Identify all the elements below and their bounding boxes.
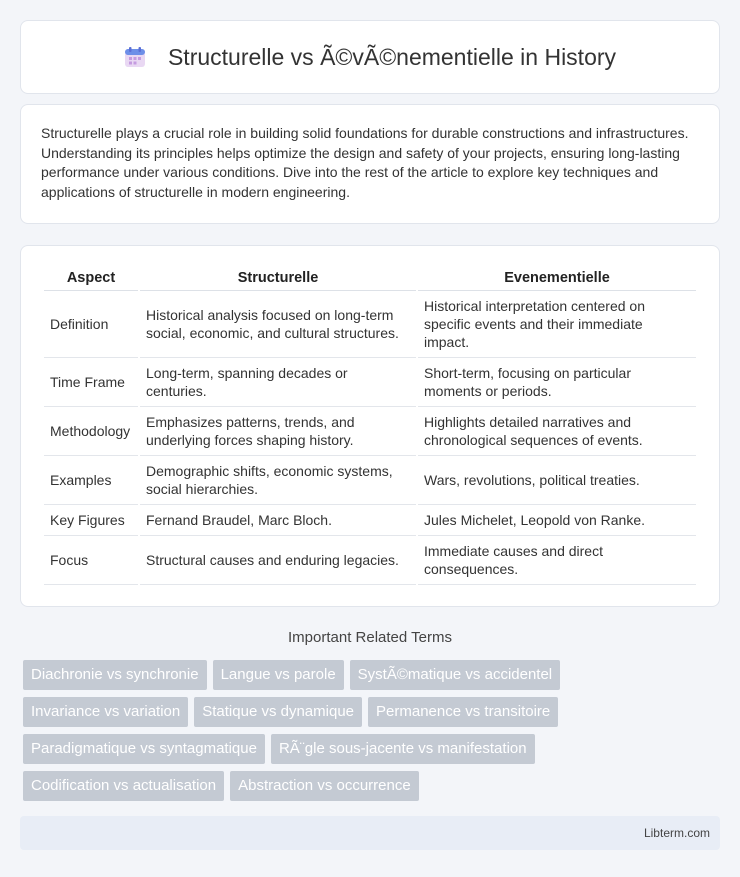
page-title: Structurelle vs Ã©vÃ©nementielle in History [167,43,617,70]
calendar-icon [124,46,146,68]
related-term-tag[interactable]: Statique vs dynamique [194,697,362,727]
comparison-table [42,264,698,585]
row-evenementielle: Historical interpretation centered on specific events and their immediate impact. [418,291,696,358]
related-term-tag[interactable]: Diachronie vs synchronie [23,660,207,690]
related-term-tag[interactable]: SystÃ©matique vs accidentel [350,660,560,690]
row-aspect: Definition [44,291,138,358]
row-structurelle: Long-term, spanning decades or centuries. [140,358,416,407]
row-structurelle: Emphasizes patterns, trends, and underlying forces shaping history. [140,407,416,456]
row-aspect: Focus [44,536,138,585]
row-evenementielle: Wars, revolutions, political treaties. [418,456,696,505]
related-term-tag[interactable]: Codification vs actualisation [23,771,224,801]
related-term-tag[interactable]: Paradigmatique vs syntagmatique [23,734,265,764]
header-evenementielle: Evenementielle [418,264,696,291]
table-row [44,358,696,407]
comparison-table-card [20,245,720,607]
related-terms-title: Important Related Terms [288,629,452,646]
table-row [44,536,696,585]
row-structurelle: Demographic shifts, economic systems, social hierarchies. [140,456,416,505]
header-aspect: Aspect [44,264,138,291]
footer-site-link[interactable]: Libterm.com [643,826,710,840]
table-header-row [44,264,696,291]
table-row [44,456,696,505]
row-evenementielle: Jules Michelet, Leopold von Ranke. [418,505,696,536]
related-term-tag[interactable]: Langue vs parole [213,660,344,690]
row-structurelle: Structural causes and enduring legacies. [140,536,416,585]
row-structurelle: Fernand Braudel, Marc Bloch. [140,505,416,536]
footer [20,816,720,850]
row-aspect: Key Figures [44,505,138,536]
related-term-tag[interactable]: Permanence vs transitoire [368,697,558,727]
row-evenementielle: Immediate causes and direct consequences. [418,536,696,585]
row-evenementielle: Short-term, focusing on particular moments or periods. [418,358,696,407]
related-term-tag[interactable]: RÃ¨gle sous-jacente vs manifestation [271,734,535,764]
row-structurelle: Historical analysis focused on long-term social, economic, and cultural structures. [140,291,416,358]
table-row [44,291,696,358]
header-structurelle: Structurelle [140,264,416,291]
table-row [44,407,696,456]
related-terms-list [20,660,720,808]
related-term-tag[interactable]: Invariance vs variation [23,697,188,727]
row-evenementielle: Highlights detailed narratives and chronological sequences of events. [418,407,696,456]
table-row [44,505,696,536]
title-card [20,20,720,94]
intro-text: Structurelle plays a crucial role in building solid foundations for durable constructions and infrastructures. Understanding its principles helps optimize the design and safety of your projects, ensuring long-lasting performance under various conditions. Dive into the rest of the article to explore key techniques and applications of structurelle in modern engineering. [41,125,689,200]
row-aspect: Time Frame [44,358,138,407]
related-term-tag[interactable]: Abstraction vs occurrence [230,771,419,801]
row-aspect: Examples [44,456,138,505]
intro-card [20,104,720,224]
row-aspect: Methodology [44,407,138,456]
